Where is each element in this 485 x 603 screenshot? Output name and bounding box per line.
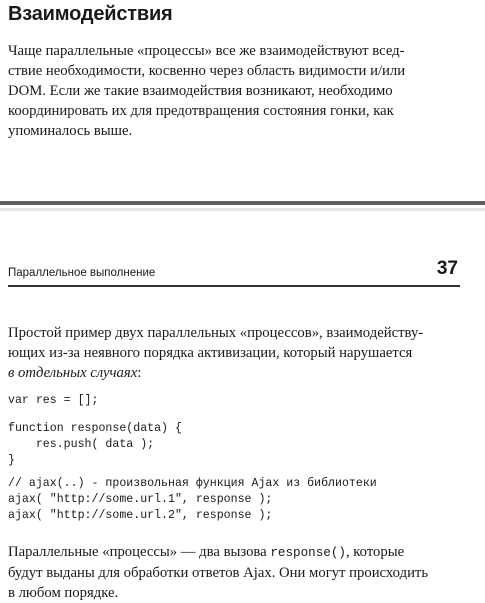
paragraph-line: будут выданы для обработки ответов Ajax. Они могут происходить	[8, 565, 429, 581]
code-line: var res = [];	[8, 394, 99, 407]
code-line: res.push( data );	[8, 438, 155, 452]
paragraph-line: Чаще параллельные «процессы» все же взаимодействуют всед-	[8, 43, 405, 59]
paragraph-line-post: , которые	[345, 544, 405, 560]
page-break-divider	[0, 201, 485, 219]
running-header-title: Параллельное выполнение	[8, 267, 156, 279]
paragraph-interactions	[8, 41, 460, 141]
paragraph-line: ствие необходимости, косвенно через область видимости и/или	[8, 63, 406, 79]
paragraph-explanation	[8, 542, 460, 603]
header-rule	[8, 285, 460, 287]
paragraph-line-tail: :	[137, 365, 142, 381]
paragraph-line: ющих из-за неявного порядка активизации, который нарушается	[8, 345, 413, 361]
paragraph-line-pre: Параллельные «процессы» — два вызова	[8, 544, 271, 560]
page-number: 37	[436, 258, 458, 279]
paragraph-line: в любом порядке.	[8, 585, 119, 601]
inline-code: response()	[270, 546, 346, 560]
paragraph-line: Простой пример двух параллельных «процессов», взаимодейству-	[8, 325, 424, 341]
divider-light-line	[0, 208, 485, 211]
paragraph-line: DOM. Если же такие взаимодействия возникают, необходимо	[8, 83, 393, 99]
code-line: function response(data) {	[8, 422, 182, 435]
section-heading: Взаимодействия	[8, 3, 173, 25]
code-line: ajax( "http://some.url.2", response );	[8, 509, 273, 523]
paragraph-line: упоминалось выше.	[8, 123, 133, 139]
divider-dark-line	[0, 201, 485, 205]
code-block-declaration	[8, 393, 98, 409]
italic-phrase: в отдельных случаях	[8, 365, 138, 381]
paragraph-example-intro	[8, 323, 460, 383]
code-block-function	[8, 421, 182, 470]
code-comment-line: // ajax(..) - произвольная функция Ajax из библиотеки	[8, 477, 377, 490]
code-line: ajax( "http://some.url.1", response );	[8, 493, 273, 507]
code-block-ajax-calls	[8, 476, 377, 525]
paragraph-line: координировать их для предотвращения состояния гонки, как	[8, 103, 394, 119]
code-line: }	[8, 454, 15, 468]
